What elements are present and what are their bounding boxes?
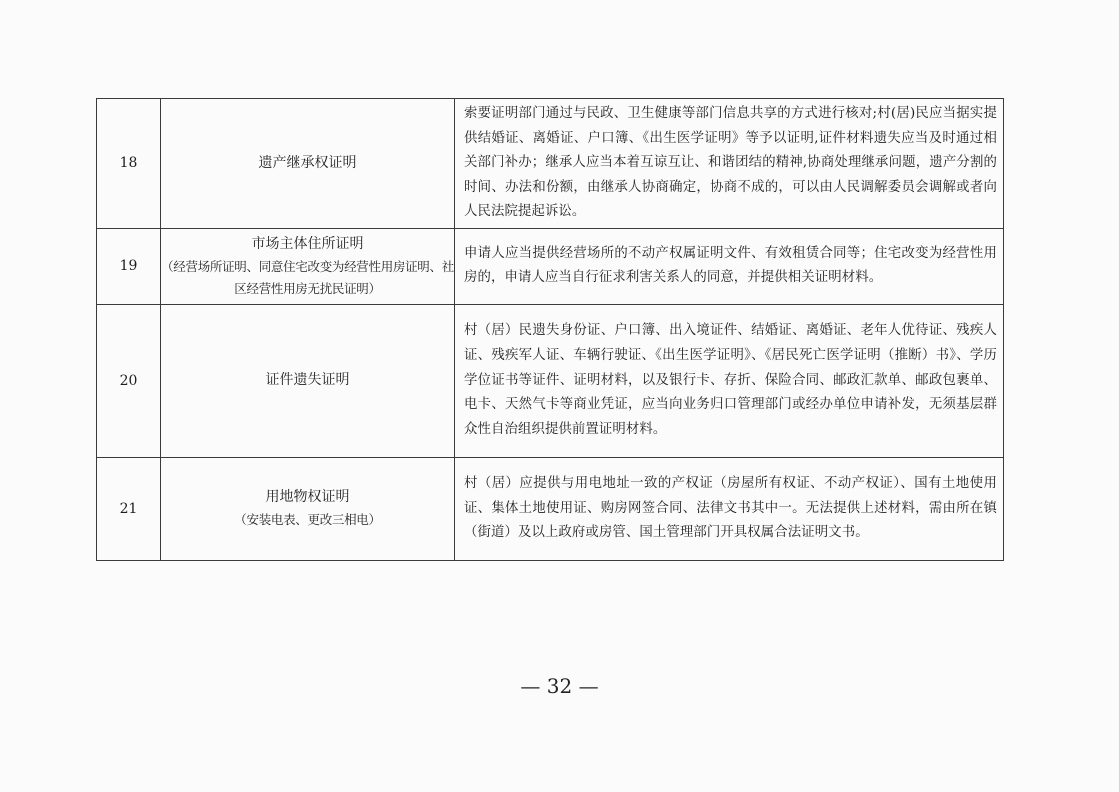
table-row (97, 457, 1004, 560)
certificate-description: 索要证明部门通过与民政、卫生健康等部门信息共享的方式进行核对;村(居)民应当据实提供结婚证、离婚证、户口簿、《出生医学证明》等予以证明,证件材料遗失应当及时通过相关部门补办；继承人应当本着互谅互让、和谐团结的精神,协商处理继承问题，遗产分割的时间、办法和份额，由继承人协商确定，协商不成的，可以由人民调解委员会调解或者向人民法院提起诉讼。 (455, 99, 1004, 229)
table-row (97, 304, 1004, 457)
certificate-title: 市场主体住所证明 (251, 235, 364, 252)
page-number: — 32 — (520, 674, 599, 698)
certificate-description: 申请人应当提供经营场所的不动产权属证明文件、有效租赁合同等；住宅改变为经营性用房的，申请人应当自行征求利害关系人的同意，并提供相关证明材料。 (455, 228, 1004, 304)
certificate-title: 遗产继承权证明 (258, 154, 357, 171)
row-number: 21 (97, 457, 161, 560)
certificate-table (96, 98, 1004, 561)
certificate-name (161, 457, 455, 560)
certificate-subtitle: （安装电表、更改三相电） (234, 512, 381, 528)
certificate-title: 用地物权证明 (265, 489, 350, 506)
certificate-name (161, 228, 455, 304)
row-number: 18 (97, 99, 161, 229)
table-row (97, 99, 1004, 229)
certificate-name (161, 99, 455, 229)
certificate-title: 证件遗失证明 (265, 372, 350, 389)
certificate-description: 村（居）应提供与用电地址一致的产权证（房屋所有权证、不动产权证）、国有土地使用证、集体土地使用证、购房网签合同、法律文书其中一。无法提供上述材料，需由所在镇（街道）及以上政府或房管、国土管理部门开具权属合法证明文书。 (455, 457, 1004, 560)
certificate-description: 村（居）民遗失身份证、户口簿、出入境证件、结婚证、离婚证、老年人优待证、残疾人证、残疾军人证、车辆行驶证、《出生医学证明》、《居民死亡医学证明（推断）书》、学历学位证书等证件、证明材料，以及银行卡、存折、保险合同、邮政汇款单、邮政包裹单、电卡、天然气卡等商业凭证，应当向业务归口管理部门或经办单位申请补发，无须基层群众性自治组织提供前置证明材料。 (455, 304, 1004, 457)
certificate-name (161, 304, 455, 457)
row-number: 20 (97, 304, 161, 457)
row-number: 19 (97, 228, 161, 304)
table-row (97, 228, 1004, 304)
certificate-subtitle: （经营场所证明、同意住宅改变为经营性用房证明、社区经营性用房无扰民证明） (161, 258, 454, 296)
